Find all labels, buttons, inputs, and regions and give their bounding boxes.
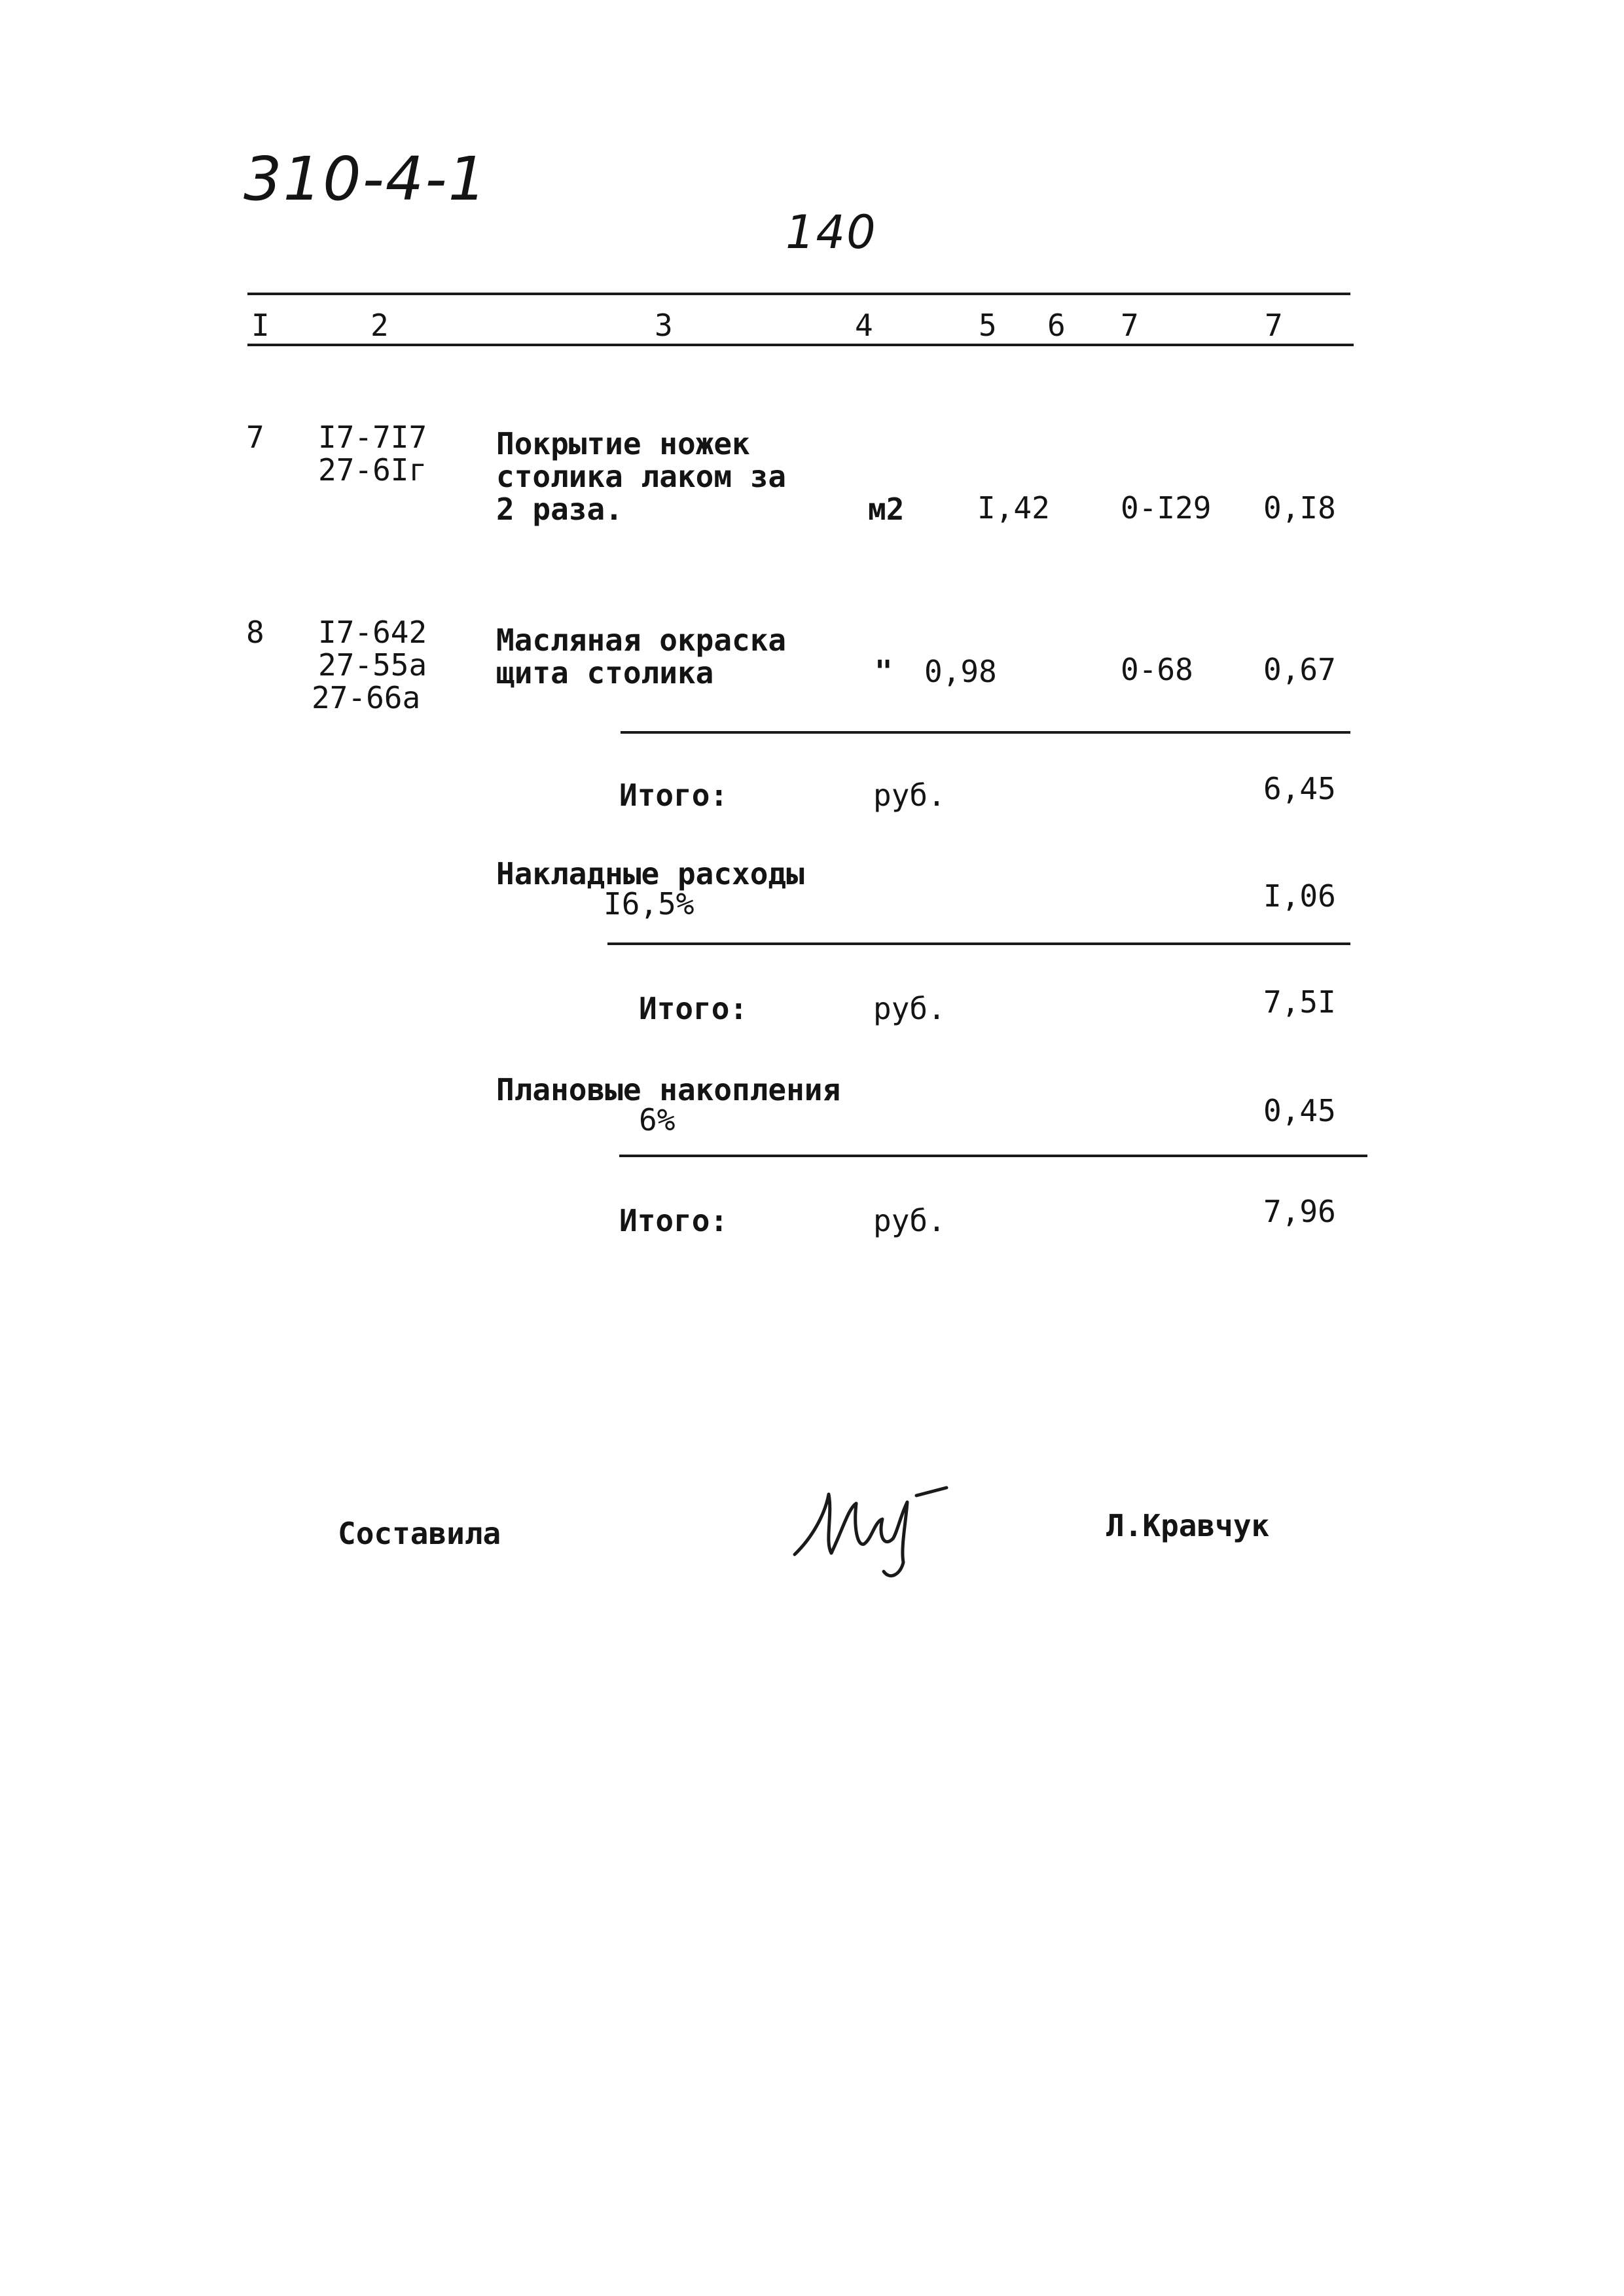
row-description: столика лаком за — [496, 459, 787, 494]
subtotal-value: 6,45 — [1263, 771, 1336, 806]
page-number: 140 — [785, 206, 877, 259]
row-description: Масляная окраска — [496, 622, 787, 658]
column-header-6: 6 — [1047, 308, 1066, 343]
savings-rate: 6% — [639, 1102, 676, 1138]
row-code: 27-55а — [318, 647, 427, 683]
subtotal-unit: руб. — [873, 991, 946, 1026]
savings-value: 0,45 — [1263, 1093, 1336, 1128]
row-unit-price: 0-68 — [1121, 652, 1193, 687]
column-header-4: 4 — [855, 308, 873, 343]
row-quantity: 0,98 — [924, 654, 997, 689]
row-code: I7-7I7 — [318, 420, 427, 455]
signer-name: Л.Кравчук — [1106, 1508, 1270, 1543]
row-unit: " — [875, 654, 893, 689]
subtotal-unit: руб. — [873, 1203, 946, 1238]
row-unit: м2 — [868, 492, 905, 527]
row-description: 2 раза. — [496, 492, 623, 527]
row-quantity: I,42 — [977, 490, 1050, 526]
subtotal-label: Итого: — [619, 778, 729, 813]
subtotal-value: 7,96 — [1263, 1194, 1336, 1229]
overhead-value: I,06 — [1263, 878, 1336, 914]
subtotal-unit: руб. — [873, 778, 946, 813]
column-header-5: 5 — [979, 308, 997, 343]
overhead-label: Накладные расходы — [496, 856, 804, 891]
document-reference: 310-4-1 — [244, 144, 488, 214]
row-code: 27-66а — [312, 680, 421, 715]
row-number: 8 — [246, 615, 264, 650]
savings-label: Плановые накопления — [496, 1072, 841, 1107]
subtotal-value: 7,5I — [1263, 984, 1336, 1020]
composed-by-label: Составила — [338, 1516, 501, 1551]
row-number: 7 — [246, 420, 264, 455]
row-description: щита столика — [496, 655, 714, 691]
header-bottom-rule — [247, 344, 1354, 346]
column-header-2: 2 — [370, 308, 389, 343]
subtotal-rule — [621, 731, 1350, 734]
row-code: I7-642 — [318, 615, 427, 650]
overhead-rate: I6,5% — [604, 886, 695, 922]
row-total: 0,67 — [1263, 652, 1336, 687]
row-description: Покрытие ножек — [496, 426, 750, 461]
header-top-rule — [247, 293, 1350, 295]
subtotal-label: Итого: — [639, 991, 748, 1026]
column-header-1: I — [251, 308, 270, 343]
column-header-3: 3 — [655, 308, 673, 343]
row-total: 0,I8 — [1263, 490, 1336, 526]
column-header-7b: 7 — [1265, 308, 1283, 343]
handwritten-signature — [785, 1476, 956, 1587]
subtotal-rule — [619, 1155, 1367, 1157]
row-unit-price: 0-I29 — [1121, 490, 1212, 526]
subtotal-label: Итого: — [619, 1203, 729, 1238]
column-header-7a: 7 — [1121, 308, 1139, 343]
row-code: 27-6Iг — [318, 452, 427, 488]
subtotal-rule — [607, 942, 1350, 945]
